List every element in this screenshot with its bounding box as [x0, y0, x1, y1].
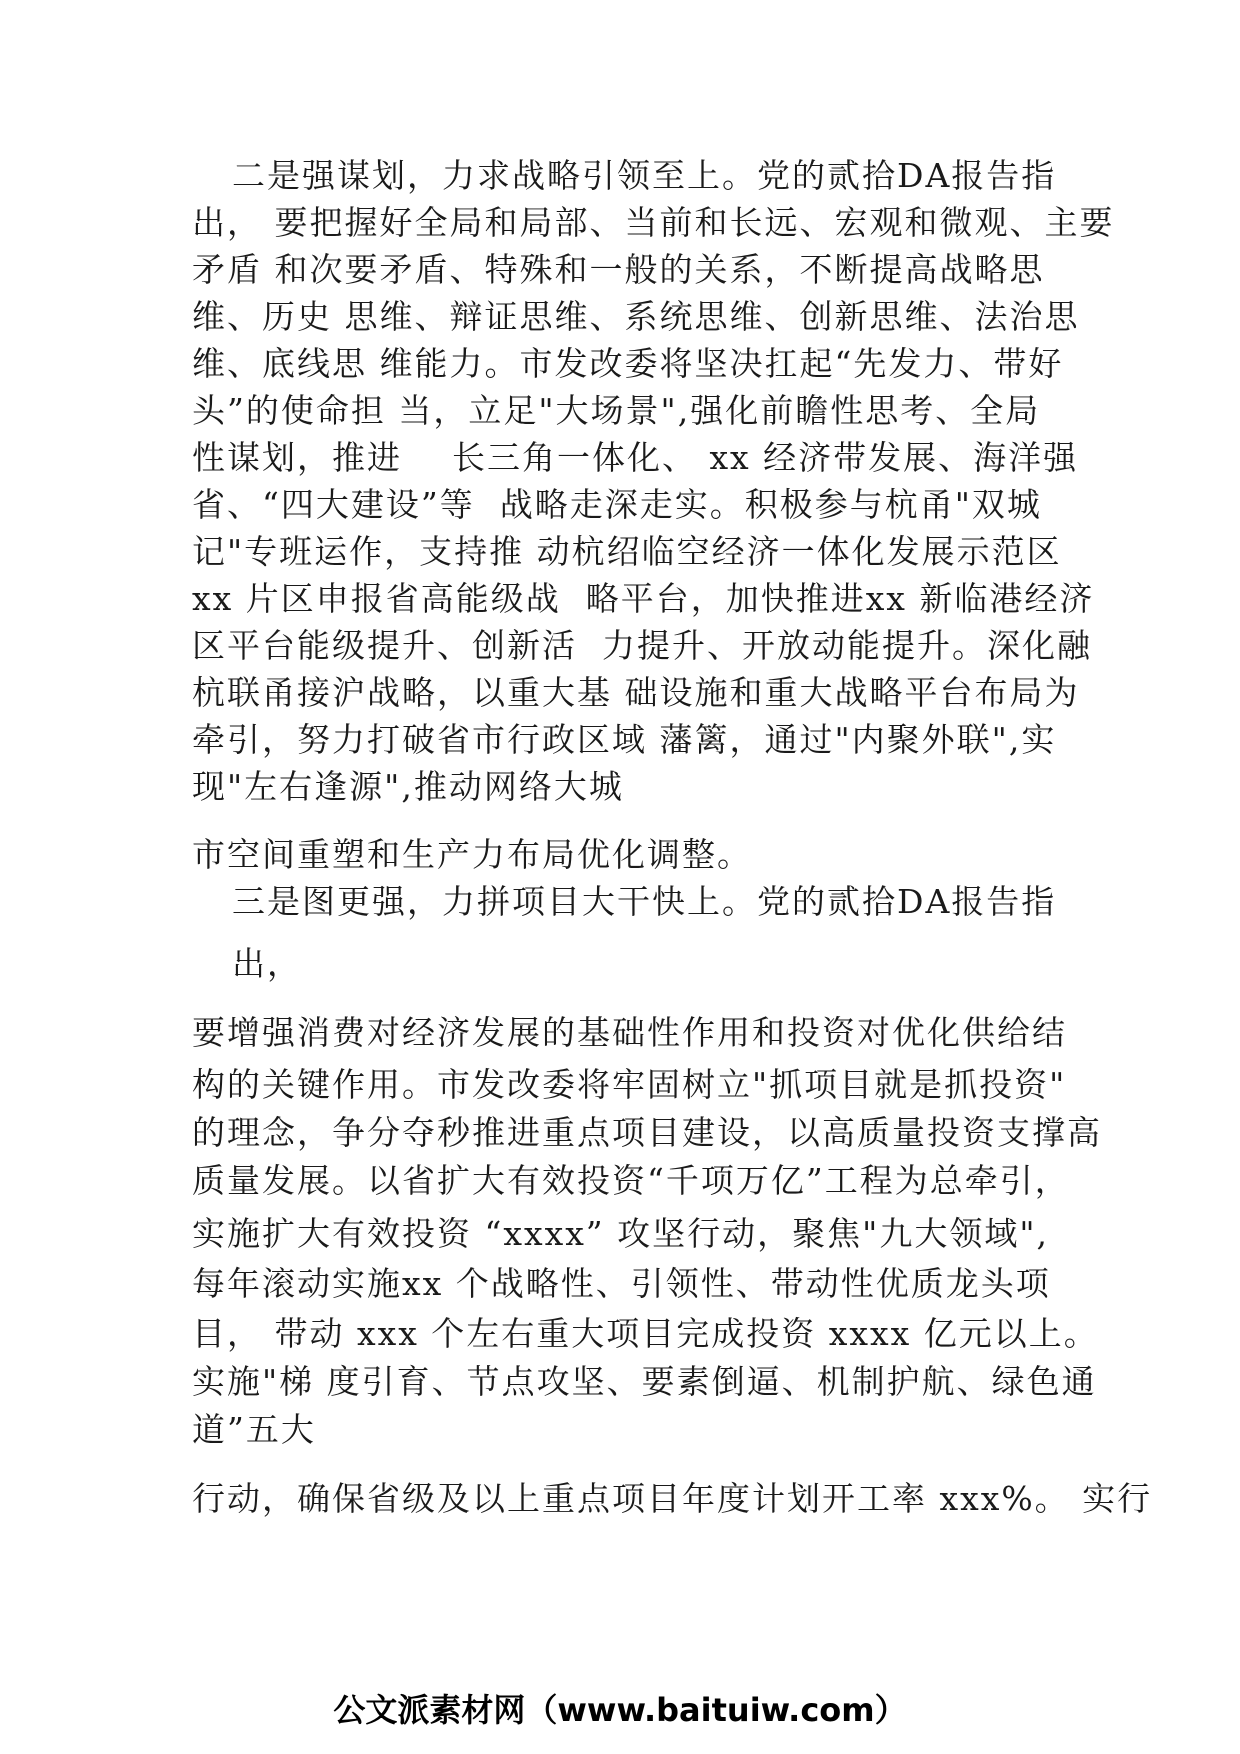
paragraph-two-line-6: 头”的使命担 当，立足"大场景",强化前瞻性思考、全局 [192, 391, 1041, 430]
paragraph-three-line-10: 实施"梯 度引育、节点攻坚、要素倒逼、机制护航、绿色通 [192, 1362, 1097, 1401]
paragraph-three-line-11: 道”五大 [192, 1410, 316, 1449]
paragraph-two-line-9: 记"专班运作，支持推 动杭绍临空经济一体化发展示范区 [192, 532, 1062, 571]
paragraph-three-line-4: 构的关键作用。市发改委将牢固树立"抓项目就是抓投资" [192, 1065, 1067, 1104]
paragraph-three-line-9: 目， 带动 xxx 个左右重大项目完成投资 xxxx 亿元以上。 [192, 1314, 1099, 1353]
paragraph-two-line-13: 牵引，努力打破省市行政区域 藩篱，通过"内聚外联",实 [192, 720, 1057, 759]
paragraph-three-line-2: 出， [232, 944, 302, 983]
paragraph-two-line-12: 杭联甬接沪战略，以重大基 础设施和重大战略平台布局为 [192, 673, 1080, 712]
paragraph-three-line-1: 三是图更强，力拼项目大干快上。党的贰拾DA报告指 [232, 882, 1057, 921]
paragraph-two-line-8: 省、“四大建设”等 战略走深走实。积极参与杭甬"双城 [192, 485, 1042, 524]
paragraph-three-line-8: 每年滚动实施xx 个战略性、引领性、带动性优质龙头项 [192, 1264, 1051, 1303]
paragraph-two-line-3: 矛盾 和次要矛盾、特殊和一般的关系，不断提高战略思 [192, 250, 1045, 289]
paragraph-three-line-5: 的理念，争分夺秒推进重点项目建设，以高质量投资支撑高 [192, 1113, 1102, 1152]
paragraph-two-line-11: 区平台能级提升、创新活 力提升、开放动能提升。深化融 [192, 626, 1092, 665]
footer-source: 公文派素材网（www.baituiw.com） [333, 1691, 907, 1729]
paragraph-two-line-10: xx 片区申报省高能级战 略平台，加快推进xx 新临港经济 [192, 579, 1095, 618]
paragraph-two-line-1: 二是强谋划，力求战略引领至上。党的贰拾DA报告指 [232, 156, 1057, 195]
paragraph-two-line-5: 维、底线思 维能力。市发改委将坚决扛起“先发力、带好 [192, 344, 1064, 383]
paragraph-three-line-6: 质量发展。以省扩大有效投资“千项万亿”工程为总牵引， [192, 1161, 1070, 1200]
paragraph-two-line-4: 维、历史 思维、辩证思维、系统思维、创新思维、法治思 [192, 297, 1080, 336]
paragraph-two-line-14: 现"左右逢源",推动网络大城 [192, 767, 624, 806]
paragraph-two-line-15: 市空间重塑和生产力布局优化调整。 [192, 835, 752, 874]
paragraph-three-line-3: 要增强消费对经济发展的基础性作用和投资对优化供给结 [192, 1013, 1067, 1052]
paragraph-three-line-7: 实施扩大有效投资 “xxxx” 攻坚行动，聚焦"九大领域", [192, 1214, 1050, 1253]
paragraph-two-line-2: 出， 要把握好全局和局部、当前和长远、宏观和微观、主要 [192, 203, 1115, 242]
paragraph-three-line-12: 行动，确保省级及以上重点项目年度计划开工率 xxx%。 实行 [192, 1479, 1153, 1518]
paragraph-two-line-7: 性谋划，推进 长三角一体化、 xx 经济带发展、海洋强 [192, 438, 1079, 477]
